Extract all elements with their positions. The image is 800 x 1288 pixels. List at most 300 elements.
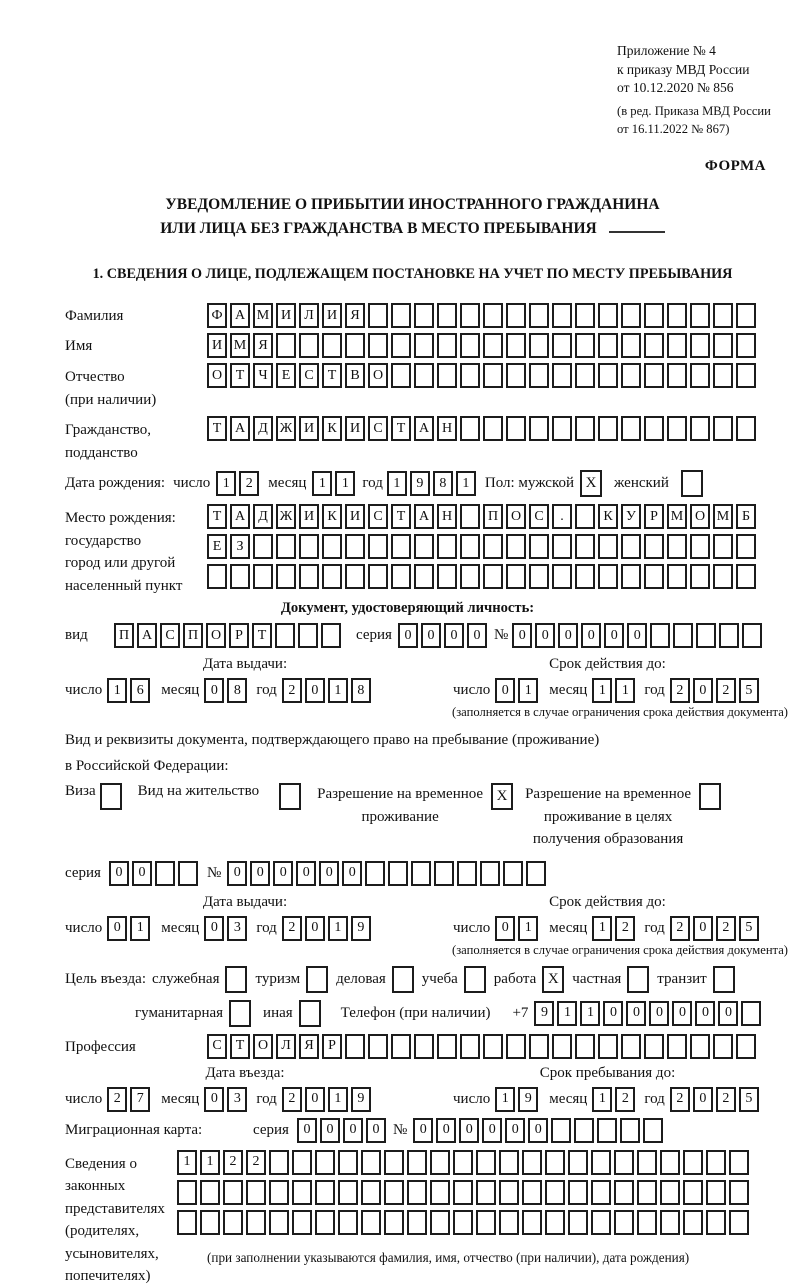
char-box[interactable] [575, 303, 595, 328]
char-box[interactable]: 9 [410, 471, 430, 496]
char-box[interactable] [253, 564, 273, 589]
char-box[interactable] [683, 1180, 703, 1205]
char-box[interactable]: 0 [250, 861, 270, 886]
char-box[interactable] [430, 1210, 450, 1235]
char-box[interactable] [545, 1210, 565, 1235]
char-box[interactable]: 1 [557, 1001, 577, 1026]
char-box[interactable]: 2 [107, 1087, 127, 1112]
char-box[interactable] [552, 363, 572, 388]
char-box[interactable]: Ч [253, 363, 273, 388]
char-box[interactable] [338, 1180, 358, 1205]
char-box[interactable] [460, 333, 480, 358]
char-box[interactable] [177, 1210, 197, 1235]
char-box[interactable] [741, 1001, 761, 1026]
char-box[interactable] [315, 1210, 335, 1235]
char-box[interactable] [706, 1180, 726, 1205]
char-box[interactable] [614, 1180, 634, 1205]
char-box[interactable]: 0 [693, 1087, 713, 1112]
char-box[interactable]: 0 [528, 1118, 548, 1143]
char-box[interactable]: 0 [693, 678, 713, 703]
char-box[interactable]: 1 [328, 678, 348, 703]
char-box[interactable] [522, 1210, 542, 1235]
char-box[interactable] [437, 363, 457, 388]
char-box[interactable]: 2 [615, 1087, 635, 1112]
char-box[interactable]: С [160, 623, 180, 648]
char-box[interactable] [644, 333, 664, 358]
char-box[interactable]: Ф [207, 303, 227, 328]
char-box[interactable] [506, 416, 526, 441]
char-box[interactable] [506, 534, 526, 559]
char-box[interactable]: С [207, 1034, 227, 1059]
char-box[interactable] [460, 1034, 480, 1059]
char-box[interactable]: Л [276, 1034, 296, 1059]
char-box[interactable] [299, 333, 319, 358]
char-box[interactable] [522, 1180, 542, 1205]
residence-permit-checkbox[interactable] [279, 783, 301, 810]
char-box[interactable] [575, 333, 595, 358]
char-box[interactable] [460, 504, 480, 529]
char-box[interactable]: 5 [739, 678, 759, 703]
char-box[interactable] [522, 1150, 542, 1175]
char-box[interactable]: Т [230, 363, 250, 388]
char-box[interactable]: 1 [615, 678, 635, 703]
char-box[interactable] [529, 534, 549, 559]
char-box[interactable] [551, 1118, 571, 1143]
char-box[interactable]: Т [230, 1034, 250, 1059]
char-box[interactable]: 1 [328, 1087, 348, 1112]
char-box[interactable] [736, 416, 756, 441]
char-box[interactable] [483, 416, 503, 441]
char-box[interactable]: О [253, 1034, 273, 1059]
char-box[interactable] [414, 303, 434, 328]
char-box[interactable]: И [276, 303, 296, 328]
char-box[interactable]: 5 [739, 1087, 759, 1112]
char-box[interactable] [506, 1034, 526, 1059]
char-box[interactable] [644, 564, 664, 589]
char-box[interactable]: А [230, 504, 250, 529]
char-box[interactable] [460, 416, 480, 441]
purpose-private-checkbox[interactable] [627, 966, 649, 993]
char-box[interactable] [644, 363, 664, 388]
char-box[interactable]: 2 [670, 678, 690, 703]
char-box[interactable]: А [137, 623, 157, 648]
char-box[interactable] [660, 1180, 680, 1205]
char-box[interactable]: 0 [305, 916, 325, 941]
char-box[interactable] [480, 861, 500, 886]
char-box[interactable]: У [621, 504, 641, 529]
char-box[interactable] [384, 1150, 404, 1175]
char-box[interactable] [575, 363, 595, 388]
char-box[interactable] [361, 1150, 381, 1175]
char-box[interactable]: К [322, 416, 342, 441]
char-box[interactable] [499, 1150, 519, 1175]
char-box[interactable]: Т [252, 623, 272, 648]
char-box[interactable]: 0 [558, 623, 578, 648]
char-box[interactable]: К [322, 504, 342, 529]
char-box[interactable] [637, 1150, 657, 1175]
char-box[interactable]: 0 [398, 623, 418, 648]
char-box[interactable] [621, 333, 641, 358]
char-box[interactable] [591, 1210, 611, 1235]
char-box[interactable] [552, 534, 572, 559]
char-box[interactable]: 0 [342, 861, 362, 886]
char-box[interactable] [453, 1150, 473, 1175]
char-box[interactable] [552, 303, 572, 328]
char-box[interactable] [575, 564, 595, 589]
char-box[interactable] [650, 623, 670, 648]
char-box[interactable] [621, 416, 641, 441]
char-box[interactable]: 0 [505, 1118, 525, 1143]
char-box[interactable] [575, 504, 595, 529]
char-box[interactable] [315, 1180, 335, 1205]
char-box[interactable] [598, 363, 618, 388]
char-box[interactable] [384, 1210, 404, 1235]
char-box[interactable] [644, 1034, 664, 1059]
char-box[interactable] [736, 363, 756, 388]
char-box[interactable]: 1 [592, 916, 612, 941]
char-box[interactable] [368, 1034, 388, 1059]
char-box[interactable] [246, 1210, 266, 1235]
char-box[interactable] [574, 1118, 594, 1143]
char-box[interactable]: 1 [580, 1001, 600, 1026]
char-box[interactable]: 0 [718, 1001, 738, 1026]
char-box[interactable] [407, 1180, 427, 1205]
char-box[interactable]: Я [299, 1034, 319, 1059]
char-box[interactable] [529, 416, 549, 441]
char-box[interactable]: А [414, 504, 434, 529]
char-box[interactable] [384, 1180, 404, 1205]
char-box[interactable]: 1 [518, 916, 538, 941]
char-box[interactable] [269, 1180, 289, 1205]
char-box[interactable] [368, 303, 388, 328]
char-box[interactable]: 0 [467, 623, 487, 648]
char-box[interactable] [597, 1118, 617, 1143]
char-box[interactable]: 2 [716, 678, 736, 703]
char-box[interactable]: 0 [296, 861, 316, 886]
char-box[interactable] [430, 1150, 450, 1175]
char-box[interactable] [483, 1034, 503, 1059]
char-box[interactable] [269, 1150, 289, 1175]
char-box[interactable] [552, 416, 572, 441]
char-box[interactable] [736, 534, 756, 559]
char-box[interactable] [667, 416, 687, 441]
char-box[interactable] [275, 623, 295, 648]
char-box[interactable] [552, 333, 572, 358]
char-box[interactable]: З [230, 534, 250, 559]
char-box[interactable] [483, 534, 503, 559]
char-box[interactable] [414, 333, 434, 358]
char-box[interactable]: 0 [273, 861, 293, 886]
char-box[interactable]: П [483, 504, 503, 529]
char-box[interactable]: 3 [227, 916, 247, 941]
char-box[interactable] [246, 1180, 266, 1205]
char-box[interactable]: 0 [444, 623, 464, 648]
char-box[interactable]: 0 [421, 623, 441, 648]
char-box[interactable]: 0 [132, 861, 152, 886]
char-box[interactable] [575, 534, 595, 559]
purpose-tourism-checkbox[interactable] [306, 966, 328, 993]
char-box[interactable]: 3 [227, 1087, 247, 1112]
char-box[interactable]: 2 [716, 916, 736, 941]
char-box[interactable] [483, 564, 503, 589]
char-box[interactable]: 0 [204, 1087, 224, 1112]
temp-permit-edu-checkbox[interactable] [699, 783, 721, 810]
char-box[interactable]: 2 [246, 1150, 266, 1175]
char-box[interactable] [690, 1034, 710, 1059]
char-box[interactable] [460, 564, 480, 589]
purpose-work-checkbox[interactable]: X [542, 966, 564, 993]
char-box[interactable] [713, 303, 733, 328]
char-box[interactable] [713, 1034, 733, 1059]
char-box[interactable] [483, 363, 503, 388]
char-box[interactable] [177, 1180, 197, 1205]
char-box[interactable]: С [368, 416, 388, 441]
char-box[interactable] [552, 564, 572, 589]
char-box[interactable] [690, 534, 710, 559]
char-box[interactable] [568, 1210, 588, 1235]
char-box[interactable] [667, 333, 687, 358]
char-box[interactable] [660, 1210, 680, 1235]
temp-permit-checkbox[interactable]: X [491, 783, 513, 810]
char-box[interactable]: О [207, 363, 227, 388]
char-box[interactable]: 0 [413, 1118, 433, 1143]
char-box[interactable]: 8 [351, 678, 371, 703]
char-box[interactable] [453, 1210, 473, 1235]
char-box[interactable] [345, 333, 365, 358]
char-box[interactable]: 1 [107, 678, 127, 703]
char-box[interactable] [460, 534, 480, 559]
char-box[interactable] [499, 1180, 519, 1205]
char-box[interactable] [460, 303, 480, 328]
char-box[interactable] [690, 416, 710, 441]
char-box[interactable] [391, 564, 411, 589]
sex-male-checkbox[interactable]: X [580, 470, 602, 497]
char-box[interactable] [614, 1150, 634, 1175]
char-box[interactable] [315, 1150, 335, 1175]
char-box[interactable] [430, 1180, 450, 1205]
char-box[interactable]: И [345, 504, 365, 529]
char-box[interactable] [414, 1034, 434, 1059]
char-box[interactable]: А [230, 303, 250, 328]
char-box[interactable]: М [253, 303, 273, 328]
char-box[interactable]: 6 [130, 678, 150, 703]
char-box[interactable]: П [183, 623, 203, 648]
char-box[interactable] [276, 534, 296, 559]
char-box[interactable]: 2 [615, 916, 635, 941]
char-box[interactable]: 1 [312, 471, 332, 496]
char-box[interactable] [338, 1150, 358, 1175]
char-box[interactable] [598, 534, 618, 559]
char-box[interactable] [736, 564, 756, 589]
char-box[interactable] [411, 861, 431, 886]
char-box[interactable] [683, 1150, 703, 1175]
char-box[interactable]: 1 [335, 471, 355, 496]
char-box[interactable] [614, 1210, 634, 1235]
char-box[interactable]: 0 [603, 1001, 623, 1026]
char-box[interactable] [729, 1210, 749, 1235]
char-box[interactable]: 0 [627, 623, 647, 648]
char-box[interactable] [621, 534, 641, 559]
char-box[interactable] [683, 1210, 703, 1235]
char-box[interactable]: А [414, 416, 434, 441]
char-box[interactable]: 5 [739, 916, 759, 941]
char-box[interactable] [690, 333, 710, 358]
char-box[interactable]: Р [322, 1034, 342, 1059]
char-box[interactable] [292, 1210, 312, 1235]
char-box[interactable] [690, 564, 710, 589]
char-box[interactable]: 0 [305, 1087, 325, 1112]
char-box[interactable] [476, 1210, 496, 1235]
char-box[interactable]: 0 [305, 678, 325, 703]
char-box[interactable] [644, 534, 664, 559]
char-box[interactable]: Л [299, 303, 319, 328]
char-box[interactable] [529, 333, 549, 358]
char-box[interactable] [598, 564, 618, 589]
char-box[interactable] [292, 1150, 312, 1175]
char-box[interactable] [322, 333, 342, 358]
char-box[interactable] [729, 1180, 749, 1205]
char-box[interactable]: 0 [495, 678, 515, 703]
char-box[interactable] [620, 1118, 640, 1143]
char-box[interactable] [598, 303, 618, 328]
char-box[interactable]: 7 [130, 1087, 150, 1112]
purpose-official-checkbox[interactable] [225, 966, 247, 993]
purpose-transit-checkbox[interactable] [713, 966, 735, 993]
char-box[interactable]: 1 [130, 916, 150, 941]
char-box[interactable] [713, 363, 733, 388]
char-box[interactable]: О [206, 623, 226, 648]
char-box[interactable] [736, 303, 756, 328]
char-box[interactable]: И [207, 333, 227, 358]
char-box[interactable]: 1 [592, 1087, 612, 1112]
char-box[interactable] [460, 363, 480, 388]
char-box[interactable] [407, 1210, 427, 1235]
char-box[interactable] [223, 1180, 243, 1205]
char-box[interactable] [200, 1180, 220, 1205]
char-box[interactable] [545, 1150, 565, 1175]
char-box[interactable] [322, 564, 342, 589]
char-box[interactable] [365, 861, 385, 886]
char-box[interactable]: 2 [282, 678, 302, 703]
char-box[interactable]: В [345, 363, 365, 388]
char-box[interactable] [568, 1150, 588, 1175]
char-box[interactable] [276, 564, 296, 589]
visa-checkbox[interactable] [100, 783, 122, 810]
char-box[interactable] [437, 1034, 457, 1059]
char-box[interactable] [575, 416, 595, 441]
char-box[interactable]: 8 [227, 678, 247, 703]
char-box[interactable] [414, 564, 434, 589]
char-box[interactable] [643, 1118, 663, 1143]
char-box[interactable] [345, 564, 365, 589]
char-box[interactable] [503, 861, 523, 886]
char-box[interactable]: 1 [216, 471, 236, 496]
char-box[interactable]: О [506, 504, 526, 529]
char-box[interactable]: 2 [716, 1087, 736, 1112]
char-box[interactable] [637, 1210, 657, 1235]
char-box[interactable]: 1 [200, 1150, 220, 1175]
char-box[interactable]: 0 [320, 1118, 340, 1143]
char-box[interactable]: 9 [351, 1087, 371, 1112]
purpose-study-checkbox[interactable] [464, 966, 486, 993]
char-box[interactable] [178, 861, 198, 886]
char-box[interactable]: 0 [649, 1001, 669, 1026]
char-box[interactable] [338, 1210, 358, 1235]
char-box[interactable] [713, 564, 733, 589]
char-box[interactable]: М [667, 504, 687, 529]
char-box[interactable] [298, 623, 318, 648]
char-box[interactable] [200, 1210, 220, 1235]
char-box[interactable] [552, 1034, 572, 1059]
char-box[interactable] [391, 333, 411, 358]
char-box[interactable] [276, 333, 296, 358]
purpose-other-checkbox[interactable] [299, 1000, 321, 1027]
char-box[interactable] [660, 1150, 680, 1175]
char-box[interactable]: 0 [626, 1001, 646, 1026]
char-box[interactable] [598, 416, 618, 441]
char-box[interactable]: Р [644, 504, 664, 529]
purpose-business-checkbox[interactable] [392, 966, 414, 993]
char-box[interactable]: И [299, 504, 319, 529]
char-box[interactable]: 8 [433, 471, 453, 496]
char-box[interactable]: И [299, 416, 319, 441]
char-box[interactable]: 0 [482, 1118, 502, 1143]
char-box[interactable] [361, 1210, 381, 1235]
char-box[interactable] [391, 1034, 411, 1059]
char-box[interactable] [598, 333, 618, 358]
char-box[interactable] [457, 861, 477, 886]
char-box[interactable] [292, 1180, 312, 1205]
char-box[interactable] [253, 534, 273, 559]
char-box[interactable] [453, 1180, 473, 1205]
char-box[interactable] [575, 1034, 595, 1059]
char-box[interactable] [621, 564, 641, 589]
char-box[interactable] [414, 534, 434, 559]
char-box[interactable]: 2 [223, 1150, 243, 1175]
char-box[interactable]: Т [391, 416, 411, 441]
char-box[interactable] [736, 1034, 756, 1059]
purpose-humanitarian-checkbox[interactable] [229, 1000, 251, 1027]
char-box[interactable]: 2 [282, 916, 302, 941]
char-box[interactable] [667, 363, 687, 388]
char-box[interactable]: 1 [177, 1150, 197, 1175]
char-box[interactable]: М [713, 504, 733, 529]
char-box[interactable] [361, 1180, 381, 1205]
char-box[interactable]: 0 [672, 1001, 692, 1026]
char-box[interactable]: 2 [670, 916, 690, 941]
char-box[interactable] [476, 1150, 496, 1175]
char-box[interactable] [391, 534, 411, 559]
char-box[interactable] [706, 1210, 726, 1235]
char-box[interactable]: 0 [459, 1118, 479, 1143]
char-box[interactable] [506, 564, 526, 589]
char-box[interactable] [391, 303, 411, 328]
char-box[interactable] [529, 1034, 549, 1059]
char-box[interactable] [713, 534, 733, 559]
char-box[interactable]: Е [276, 363, 296, 388]
char-box[interactable] [690, 363, 710, 388]
char-box[interactable] [388, 861, 408, 886]
char-box[interactable] [407, 1150, 427, 1175]
char-box[interactable]: 0 [535, 623, 555, 648]
char-box[interactable]: 1 [495, 1087, 515, 1112]
char-box[interactable] [483, 303, 503, 328]
char-box[interactable]: 0 [581, 623, 601, 648]
char-box[interactable] [667, 1034, 687, 1059]
char-box[interactable]: 0 [604, 623, 624, 648]
char-box[interactable] [637, 1180, 657, 1205]
char-box[interactable] [667, 303, 687, 328]
